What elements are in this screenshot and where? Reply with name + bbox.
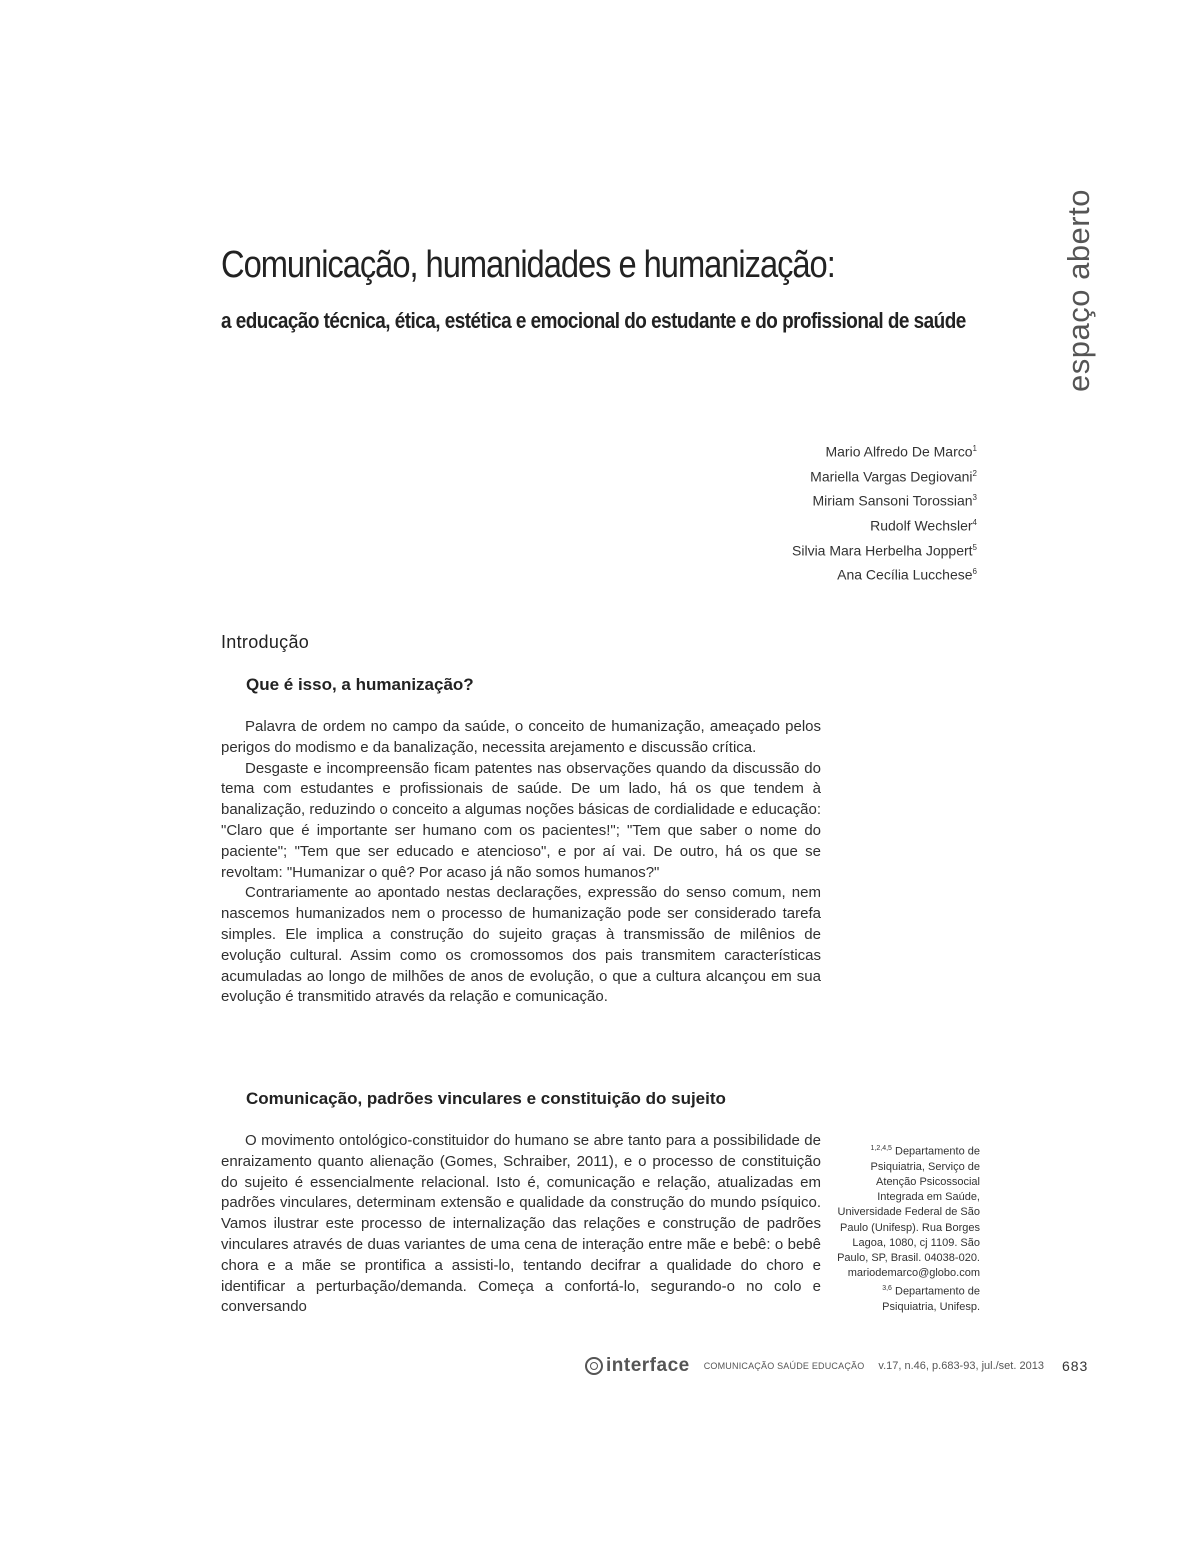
affiliation-1: $^{1,2,4,5}$ Departamento de Psiquiatria, Serviço de Atenção Psicossocial Integrada em Saúde, Universidade Federal de São Paulo (Unifesp). Rua Borges Lagoa, 1080, cj 1109. São Paulo, SP, Brasil. 04038-020.	[837, 1145, 980, 1265]
author-note-mark: 2	[972, 468, 977, 478]
article-subtitle: a educação técnica, ética, estética e emocional do estudante e do profissional de saúde	[221, 308, 966, 333]
author-note-mark: 4	[972, 517, 977, 527]
paragraph: Palavra de ordem no campo da saúde, o conceito de humanização, ameaçado pelos perigos do modismo e da banalização, necessita arejamento e discussão crítica.	[221, 718, 821, 756]
journal-name: COMUNICAÇÃO SAÚDE EDUCAÇÃO	[703, 1361, 865, 1371]
author-note-mark: 5	[972, 542, 977, 552]
body-text-section-2	[221, 1131, 821, 1318]
affiliation-footnote	[830, 1141, 980, 1316]
section-tag: espaço aberto	[1061, 189, 1096, 392]
author: Silvia Mara Herbelha Joppert$^5$	[792, 542, 977, 559]
author-note-mark: 6	[972, 567, 977, 577]
interface-logo-icon	[585, 1357, 603, 1375]
page-number: 683	[1061, 1358, 1089, 1374]
article-title: Comunicação, humanidades e humanização:	[221, 244, 835, 286]
subsection-heading-humanization: Que é isso, a humanização?	[246, 675, 474, 694]
page-footer	[585, 1353, 1088, 1379]
journal-brand: interface	[606, 1355, 690, 1376]
affiliation-2: $^{3,6}$ Departamento de Psiquiatria, Unifesp.	[882, 1285, 980, 1314]
paragraph: O movimento ontológico-constituidor do humano se abre tanto para a possibilidade de enraizamento quanto alienação (Gomes, Schraiber, 2011), e o processo de constituição do sujeito é essencialmente relacional. Isto é, comunicação e relação, atualizadas em padrões vinculares, determinam extensão e qualidade da construção do mundo psíquico. Vamos ilustrar este processo de internalização das relações e construção de padrões vinculares através de duas variantes de uma cena de interação entre mãe e bebê: o bebê chora e a mãe se prontifica a assisti-lo, tentando decifrar a qualidade do choro e identificar a perturbação/demanda. Começa a confortá-lo, segurando-o no colo e conversando	[221, 1132, 821, 1316]
author: Mario Alfredo De Marco$^1$	[825, 443, 977, 460]
author: Miriam Sansoni Torossian$^3$	[812, 492, 977, 509]
body-text-section-1	[221, 717, 821, 1008]
author-list	[792, 438, 977, 586]
author-email: mariodemarco@globo.com	[847, 1267, 980, 1280]
subsection-heading-communication: Comunicação, padrões vinculares e constituição do sujeito	[246, 1089, 726, 1108]
author: Mariella Vargas Degiovani$^2$	[810, 468, 977, 485]
footnote-mark: 3,6	[882, 1285, 892, 1293]
paragraph: Desgaste e incompreensão ficam patentes nas observações quando da discussão do tema com estudantes e profissionais de saúde. De um lado, há os que tendem à banalização, reduzindo o conceito a algumas noções básicas de cordialidade e educação: "Claro que é importante ser humano com os pacientes!"; "Tem que saber o nome do paciente"; "Tem que ser educado e atencioso", e por aí vai. De outro, há os que se revoltam: "Humanizar o quê? Por acaso já não somos humanos?"	[221, 759, 821, 881]
citation-info: v.17, n.46, p.683-93, jul./set. 2013	[878, 1360, 1044, 1372]
author-note-mark: 1	[972, 444, 977, 453]
author: Rudolf Wechsler$^4$	[870, 517, 977, 534]
section-heading-introduction: Introdução	[221, 632, 310, 652]
author-note-mark: 3	[972, 493, 977, 503]
author: Ana Cecília Lucchese$^6$	[837, 566, 977, 583]
footnote-mark: 1,2,4,5	[870, 1145, 892, 1152]
paragraph: Contrariamente ao apontado nestas declarações, expressão do senso comum, nem nascemos humanizados nem o processo de humanização pode ser considerado tarefa simples. Ele implica a construção do sujeito graças à transmissão de milênios de evolução cultural. Assim como os cromossomos dos pais transmitem características acumuladas ao longo de milhões de anos de evolução, o que a cultura alcançou em sua evolução é transmitido através da relação e comunicação.	[221, 884, 821, 1006]
